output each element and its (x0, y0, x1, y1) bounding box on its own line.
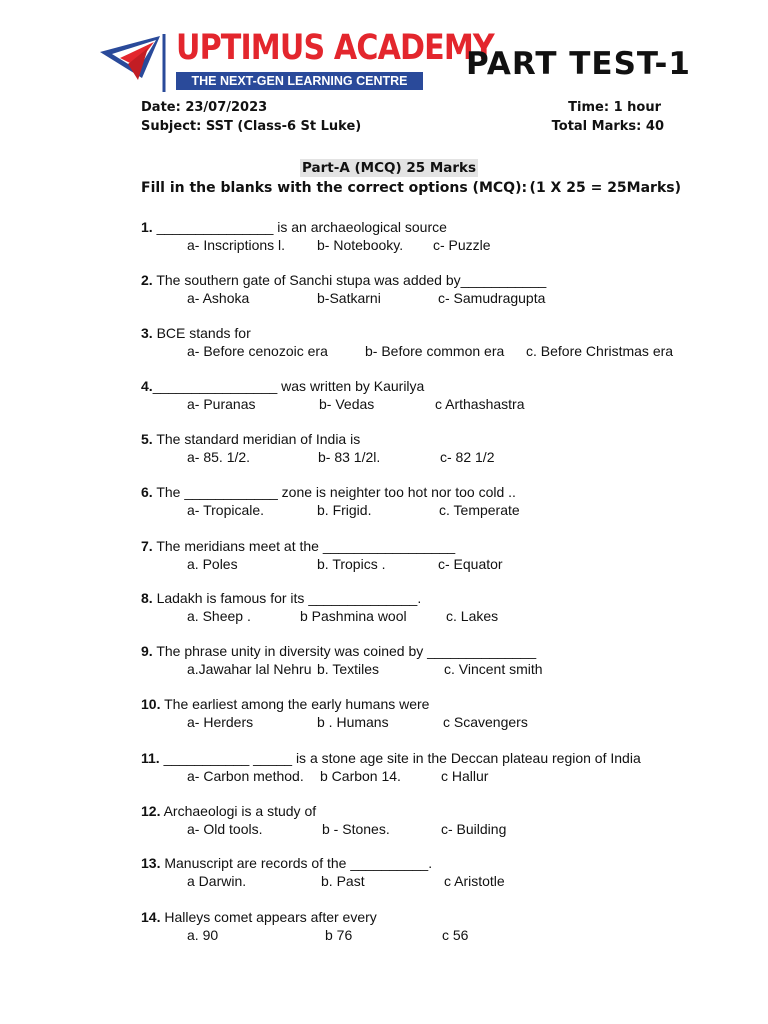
question-number: 7. (141, 538, 153, 554)
question-number: 13. (141, 855, 161, 871)
question-number: 12. (141, 803, 161, 819)
option-a: a- Puranas (187, 396, 256, 412)
option-c: c- Puzzle (433, 237, 491, 253)
question-5 (141, 431, 360, 447)
question-text: The southern gate of Sanchi stupa was added by___________ (152, 272, 547, 288)
option-a: a- 85. 1/2. (187, 449, 251, 465)
option-b: b - Stones. (322, 821, 390, 837)
question-12 (141, 803, 316, 819)
academy-logo (98, 28, 494, 92)
question-3 (141, 325, 251, 341)
option-a: a- Ashoka (187, 290, 250, 306)
option-a: a- Old tools. (187, 821, 263, 837)
question-text: The earliest among the early humans were (160, 696, 430, 712)
option-a: a Darwin. (187, 873, 247, 889)
question-text: BCE stands for (152, 325, 251, 341)
question-14 (141, 909, 377, 925)
option-a: a- Tropicale. (187, 502, 265, 518)
option-a: a. Poles (187, 556, 238, 572)
test-title: PART TEST-1 (466, 46, 691, 82)
marks-scheme: (1 X 25 = 25Marks) (529, 180, 681, 196)
option-c: c Scavengers (443, 714, 528, 730)
question-7 (141, 538, 455, 554)
option-c: c- Equator (438, 556, 503, 572)
option-c: c- 82 1/2 (440, 449, 495, 465)
option-b: b Pashmina wool (300, 608, 407, 624)
question-10 (141, 696, 429, 712)
question-8 (141, 590, 421, 606)
question-text: The phrase unity in diversity was coined by ______________ (152, 643, 537, 659)
option-a: a- Inscriptions l. (187, 237, 286, 253)
question-4 (141, 378, 424, 394)
section-instruction (141, 180, 681, 196)
option-b: b- Notebooky. (317, 237, 404, 253)
question-number: 11. (141, 750, 160, 766)
option-b: b. Frigid. (317, 502, 372, 518)
option-c: c- Samudragupta (438, 290, 546, 306)
question-text: Manuscript are records of the __________. (160, 855, 433, 871)
question-text: Ladakh is famous for its ______________. (152, 590, 422, 606)
question-1 (141, 219, 447, 235)
question-text: Archaeologi is a study of (160, 803, 317, 819)
option-a: a- Herders (187, 714, 254, 730)
question-number: 9. (141, 643, 153, 659)
brand-tagline: THE NEXT-GEN LEARNING CENTRE (176, 72, 423, 90)
question-number: 3. (141, 325, 153, 341)
question-number: 5. (141, 431, 153, 447)
question-number: 8. (141, 590, 153, 606)
total-marks-label: Total Marks: 40 (551, 119, 664, 134)
question-text: The standard meridian of India is (152, 431, 361, 447)
option-b: b. Textiles (317, 661, 379, 677)
question-number: 10. (141, 696, 161, 712)
question-text: ___________ _____ is a stone age site in the Deccan plateau region of India (159, 750, 641, 766)
option-c: c. Vincent smith (444, 661, 543, 677)
section-heading: Part-A (MCQ) 25 Marks (302, 160, 477, 176)
option-a: a.Jawahar lal Nehru (187, 661, 312, 677)
question-number: 14. (141, 909, 161, 925)
option-c: c. Temperate (439, 502, 520, 518)
option-b: b. Tropics . (317, 556, 386, 572)
question-11 (141, 750, 641, 766)
question-text: The meridians meet at the _________________ (152, 538, 456, 554)
paper-plane-logo-icon (98, 34, 172, 92)
question-text: The ____________ zone is neighter too hot nor too cold .. (152, 484, 516, 500)
option-b: b- Vedas (319, 396, 375, 412)
option-a: a- Carbon method. (187, 768, 304, 784)
brand-name: UPTIMUS ACADEMY (176, 28, 494, 68)
question-number: 6. (141, 484, 153, 500)
option-b: b 76 (325, 927, 353, 943)
time-label: Time: 1 hour (568, 100, 661, 115)
option-b: b . Humans (317, 714, 389, 730)
option-a: a. 90 (187, 927, 219, 943)
option-c: c. Before Christmas era (526, 343, 674, 359)
option-a: a- Before cenozoic era (187, 343, 328, 359)
option-b: b Carbon 14. (320, 768, 401, 784)
question-text: ________________ was written by Kaurilya (152, 378, 425, 394)
option-c: c. Lakes (446, 608, 499, 624)
subject-label: Subject: SST (Class-6 St Luke) (141, 119, 362, 134)
question-13 (141, 855, 432, 871)
option-c: c Arthashastra (435, 396, 525, 412)
question-2 (141, 272, 546, 288)
option-b: b-Satkarni (317, 290, 381, 306)
date-label: Date: 23/07/2023 (141, 100, 268, 115)
question-text: _______________ is an archaeological source (152, 219, 447, 235)
question-6 (141, 484, 516, 500)
question-text: Halleys comet appears after every (160, 909, 377, 925)
option-b: b- Before common era (365, 343, 505, 359)
question-number: 2. (141, 272, 153, 288)
option-c: c- Building (441, 821, 507, 837)
option-b: b. Past (321, 873, 365, 889)
question-number: 4. (141, 378, 153, 394)
option-b: b- 83 1/2l. (318, 449, 381, 465)
option-c: c Hallur (441, 768, 489, 784)
option-a: a. Sheep . (187, 608, 251, 624)
option-c: c 56 (442, 927, 469, 943)
question-9 (141, 643, 536, 659)
option-c: c Aristotle (444, 873, 505, 889)
question-number: 1. (141, 219, 153, 235)
instruction-text: Fill in the blanks with the correct options (MCQ): (141, 180, 528, 196)
